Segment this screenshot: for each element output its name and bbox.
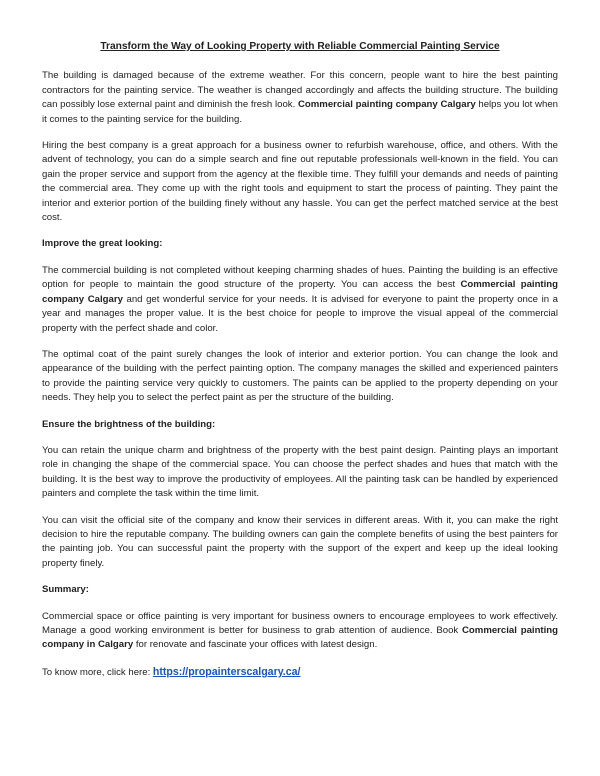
website-link[interactable]: https://propainterscalgary.ca/ (152, 665, 301, 678)
keyword-bold: Commercial painting company Calgary (297, 99, 476, 111)
paragraph-intro: The building is damaged because of the extreme weather. For this concern, people want to hire the best painting contractors for the painting service. The weather is changed accordingly and affects the building structure. The building can possibly lose external paint and diminish the fresh look. Commercial painting company Calgary helps you lot when it comes to the painting service for the building. (42, 70, 558, 125)
keyword-bold: Commercial painting company Calgary (42, 279, 559, 305)
paragraph-coat: The optimal coat of the paint surely changes the look of interior and exterior portion. You can change the look and appearance of the building with the perfect painting option. The company manages the skilled and experienced painters to provide the painting service very quickly to customers. The paints can be applied to the property depending on your needs. They help you to select the perfect paint as per the structure of the building. (42, 348, 558, 404)
document-title: Transform the Way of Looking Property with Reliable Commercial Painting Service (100, 41, 500, 52)
paragraph-visit: You can visit the official site of the company and know their services in different areas. With it, you can make the right decision to hire the reputable company. The building owners can gain the complete benefits of using the best painters for the painting job. You can successful paint the property with the support of the expert and keep up the ideal looking property finely. (42, 514, 558, 569)
paragraph-commercial: The commercial building is not completed without keeping charming shades of hues. Painting the building is an effective option for people to maintain the good structure of the property. You can access the best Commercial painting company Calgary and get wonderful service for your needs. It is advised for everyone to paint the property once in a year and manages the proper value. It is the best choice for people to improve the visual appeal of the commercial property with the perfect shade and color. (42, 264, 559, 334)
paragraph-summary: Commercial space or office painting is very important for business owners to encourage employees to work effectively. Manage a good working environment is better for business to grab attention of audience. Book Commercial painting company in Calgary for renovate and fascinate your offices with latest design. (42, 610, 559, 651)
keyword-bold: Commercial painting company in Calgary (42, 625, 559, 651)
section-heading-summary: Summary: (42, 584, 89, 596)
paragraph-hiring: Hiring the best company is a great approach for a business owner to refurbish warehouse, office, and others. With the advent of technology, you can do a simple search and fine out reputable professionals well-known in the field. You can gain the proper service and support from the agency at the flexible time. They fulfill your demands and needs of painting the commercial area. They come up with the right tools and equipment to start the process of painting. They paint the interior and exterior portion of the building finely without any hassle. You can get the perfect matched service at the best cost. (42, 140, 558, 224)
call-to-action: To know more, click here: https://propainterscalgary.ca/ (42, 665, 301, 678)
section-heading-brightness: Ensure the brightness of the building: (42, 418, 216, 430)
section-heading-improve: Improve the great looking: (42, 238, 163, 250)
paragraph-charm: You can retain the unique charm and brightness of the property with the best paint design. Painting plays an important role in changing the shape of the commercial space. You can choose the perfect shades and hues that match with the building. It is the best way to improve the productivity of employees. All the painting task can be handled by experienced painters and complete the task within the time limit. (42, 444, 558, 500)
